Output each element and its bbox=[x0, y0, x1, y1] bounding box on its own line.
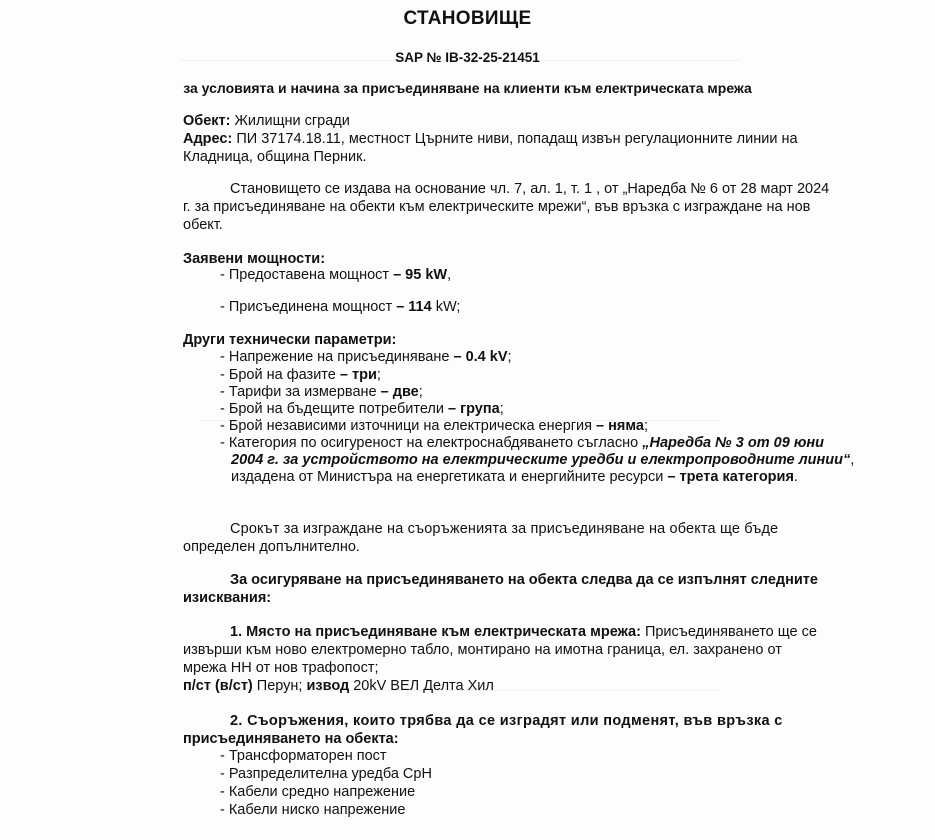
connected-power-label: - Присъединена мощност bbox=[220, 299, 397, 315]
item2-list-item: - Трансформаторен пост bbox=[220, 748, 387, 764]
substation-value: Перун; bbox=[252, 678, 307, 694]
item1-line-3: мрежа НН от нов трафопост; bbox=[183, 660, 379, 676]
param-tariffs-label: - Тарифи за измерване bbox=[220, 384, 381, 400]
param-category-issuer: издадена от Министъра на енергетиката и енергийните ресурси bbox=[231, 469, 668, 485]
param-phases bbox=[220, 366, 381, 384]
basis-line-2: г. за присъединяване на обекти към електрическите мрежи“, във връзка с изграждане на нов bbox=[183, 199, 811, 215]
param-category-comma: , bbox=[850, 452, 855, 468]
item2-line-1: 2. Съоръжения, които трябва да се изградят или подменят, във връзка с bbox=[230, 713, 783, 729]
address-line-1 bbox=[183, 130, 798, 148]
item1-line-4 bbox=[183, 677, 494, 695]
param-category-line-1 bbox=[220, 434, 824, 452]
provided-power-tail: , bbox=[447, 267, 452, 283]
basis-line-1: Становището се издава на основание чл. 7, ал. 1, т. 1 , от „Наредба № 6 от 28 март 2024 bbox=[230, 181, 830, 197]
feeder-label: извод bbox=[306, 678, 350, 694]
param-tariffs bbox=[220, 383, 423, 401]
provided-power bbox=[220, 266, 451, 284]
deadline-line-1: Срокът за изграждане на съоръженията за присъединяване на обекта ще бъде bbox=[230, 521, 779, 537]
object-value: Жилищни сгради bbox=[230, 113, 350, 129]
provided-power-value: – 95 kW bbox=[393, 267, 448, 283]
param-category-regulation-title: 2004 г. за устройството на електрическите уредби и електропроводните линии“ bbox=[231, 452, 851, 468]
param-tariffs-value: – две bbox=[380, 384, 419, 400]
param-category-tail: . bbox=[793, 469, 798, 485]
param-category-regulation: „Наредба № 3 от 09 юни bbox=[642, 435, 824, 451]
param-voltage-label: - Напрежение на присъединяване bbox=[220, 349, 454, 365]
substation-label: п/ст (в/ст) bbox=[183, 678, 253, 694]
param-sources bbox=[220, 417, 648, 435]
param-category-line-3 bbox=[231, 468, 798, 486]
param-consumers-value: – група bbox=[448, 401, 500, 417]
feeder-value: 20kV ВЕЛ Делта Хил bbox=[349, 678, 494, 694]
basis-line-3: обект. bbox=[183, 217, 223, 233]
object-label: Обект: bbox=[183, 113, 231, 129]
param-consumers-label: - Брой на бъдещите потребители bbox=[220, 401, 448, 417]
param-category-label: - Категория по осигуреност на електроснабдяването съгласно bbox=[220, 435, 643, 451]
deadline-line-2: определен допълнително. bbox=[183, 539, 360, 555]
param-phases-value: – три bbox=[339, 367, 377, 383]
connected-power-tail: kW; bbox=[431, 299, 461, 315]
item1-heading: 1. Място на присъединяване към електрическата мрежа: bbox=[230, 624, 641, 640]
item1-text: Присъединяването ще се bbox=[640, 624, 817, 640]
power-heading: Заявени мощности: bbox=[183, 251, 326, 267]
param-category-value: – трета категория bbox=[667, 469, 794, 485]
param-sources-value: – няма bbox=[596, 418, 644, 434]
param-consumers bbox=[220, 400, 504, 418]
item1-line-2: извърши към ново електромерно табло, монтирано на имотна граница, ел. захранено от bbox=[183, 642, 782, 658]
connected-power bbox=[220, 298, 460, 316]
requirements-line-2: изисквания: bbox=[183, 590, 272, 606]
item2-line-2: присъединяването на обекта: bbox=[183, 731, 399, 747]
requirements-line-1: За осигуряване на присъединяването на обекта следва да се изпълнят следните bbox=[230, 572, 818, 588]
param-voltage bbox=[220, 348, 512, 366]
param-phases-label: - Брой на фазите bbox=[220, 367, 340, 383]
param-phases-tail: ; bbox=[376, 367, 381, 383]
param-tariffs-tail: ; bbox=[418, 384, 423, 400]
param-sources-label: - Брой независими източници на електрическа енергия bbox=[220, 418, 597, 434]
connected-power-value: – 114 bbox=[396, 299, 432, 315]
item2-list-item: - Разпределителна уредба СрН bbox=[220, 766, 432, 782]
item2-list-item: - Кабели средно напрежение bbox=[220, 784, 416, 800]
document-subtitle: за условията и начина за присъединяване на клиенти към електрическата мрежа bbox=[183, 80, 752, 96]
param-consumers-tail: ; bbox=[499, 401, 504, 417]
item2-list-item: - Кабели ниско напрежение bbox=[220, 802, 406, 818]
param-voltage-tail: ; bbox=[507, 349, 512, 365]
provided-power-label: - Предоставена мощност bbox=[220, 267, 394, 283]
sap-number: SAP № IB-32-25-21451 bbox=[395, 50, 540, 65]
param-voltage-value: – 0.4 kV bbox=[453, 349, 508, 365]
params-heading: Други технически параметри: bbox=[183, 332, 397, 348]
param-sources-tail: ; bbox=[643, 418, 648, 434]
document-title: СТАНОВИЩЕ bbox=[403, 8, 532, 29]
item1-line-1 bbox=[230, 623, 817, 641]
address-value: ПИ 37174.18.11, местност Църните ниви, попадащ извън регулационните линии на bbox=[232, 131, 798, 147]
object-line bbox=[183, 112, 350, 130]
param-category-line-2 bbox=[231, 451, 854, 469]
address-label: Адрес: bbox=[183, 131, 233, 147]
address-line-2: Кладница, община Перник. bbox=[183, 149, 367, 165]
